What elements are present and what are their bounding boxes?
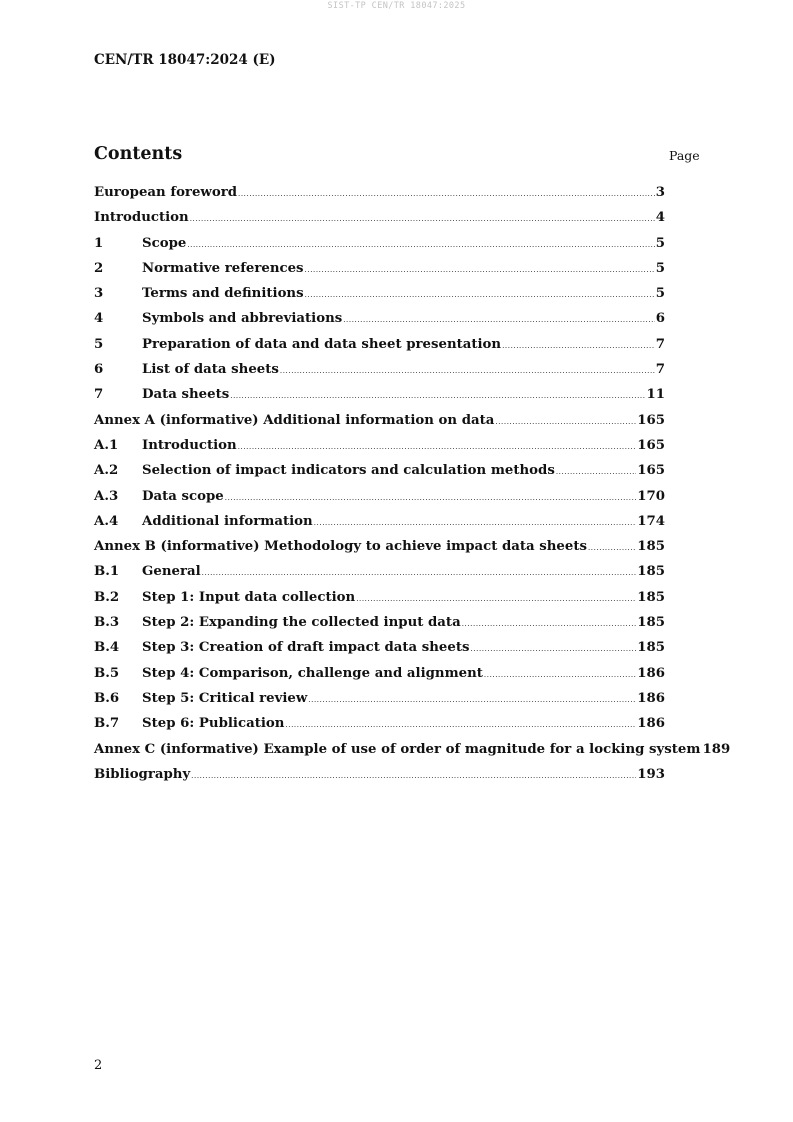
toc-entry[interactable] — [94, 691, 665, 716]
toc-entry-page: 11 — [646, 387, 665, 403]
toc-entry-page: 165 — [637, 463, 665, 479]
toc-dot-leader — [484, 671, 636, 679]
toc-dot-leader — [238, 443, 637, 451]
toc-entry-number: B.3 — [94, 615, 120, 631]
toc-entry-number: 7 — [94, 387, 104, 403]
toc-entry[interactable] — [94, 337, 665, 362]
toc-entry-label: Introduction — [142, 437, 237, 453]
toc-entry[interactable] — [94, 615, 665, 640]
toc-entry-number: B.4 — [94, 640, 120, 656]
toc-dot-leader — [502, 342, 655, 350]
toc-entry-label: Symbols and abbreviations — [142, 311, 343, 327]
toc-entry-label: Additional information — [142, 513, 313, 529]
toc-entry-page: 185 — [637, 589, 665, 605]
toc-entry[interactable] — [94, 514, 665, 539]
toc-entry[interactable] — [94, 767, 665, 792]
toc-dot-leader — [314, 519, 637, 527]
toc-entry-page: 185 — [637, 615, 665, 631]
toc-entry[interactable] — [94, 716, 665, 741]
toc-entry[interactable] — [94, 438, 665, 463]
toc-entry-label: Step 5: Critical review — [142, 690, 308, 706]
toc-entry[interactable] — [94, 463, 665, 488]
toc-entry-number: B.1 — [94, 564, 120, 580]
toc-entry-page: 170 — [637, 488, 665, 504]
toc-dot-leader — [556, 468, 636, 476]
page-column-header: Page — [669, 148, 700, 163]
toc-entry-page: 6 — [655, 311, 665, 327]
toc-entry-label: Normative references — [142, 260, 304, 276]
toc-entry-number: A.4 — [94, 513, 119, 529]
toc-entry-label: Annex A (informative) Additional information on data — [94, 412, 495, 428]
toc-entry-page: 165 — [637, 412, 665, 428]
toc-entry-page: 4 — [655, 210, 665, 226]
toc-entry-label: Step 3: Creation of draft impact data sheets — [142, 640, 470, 656]
toc-entry-number: 5 — [94, 336, 104, 352]
toc-entry-number: 4 — [94, 311, 104, 327]
toc-dot-leader — [202, 569, 637, 577]
toc-entry-page: 185 — [637, 564, 665, 580]
toc-entry-page: 3 — [655, 185, 665, 200]
toc-entry-label: Preparation of data and data sheet presentation — [142, 336, 502, 352]
toc-dot-leader — [588, 544, 636, 552]
toc-dot-leader — [305, 266, 655, 274]
toc-entry-label: European foreword — [94, 185, 238, 200]
page-number: 2 — [94, 1058, 103, 1073]
toc-entry-label: Annex B (informative) Methodology to achieve impact data sheets — [94, 539, 587, 555]
toc-entry-number: 1 — [94, 235, 104, 251]
toc-entry-label: Data scope — [142, 488, 224, 504]
document-id: CEN/TR 18047:2024 (E) — [94, 52, 276, 68]
toc-entry-number: B.6 — [94, 690, 120, 706]
toc-entry-label: Step 6: Publication — [142, 716, 285, 732]
toc-entry[interactable] — [94, 590, 665, 615]
toc-dot-leader — [230, 392, 645, 400]
toc-dot-leader — [238, 190, 655, 198]
toc-entry-label: Bibliography — [94, 766, 191, 782]
toc-entry-page: 174 — [637, 513, 665, 529]
toc-entry-page: 165 — [637, 437, 665, 453]
toc-dot-leader — [191, 772, 636, 780]
toc-entry[interactable] — [94, 185, 665, 210]
toc-entry-page: 5 — [655, 235, 665, 251]
toc-entry-label: Terms and definitions — [142, 286, 304, 302]
toc-entry[interactable] — [94, 210, 665, 235]
toc-dot-leader — [190, 215, 655, 223]
toc-entry[interactable] — [94, 666, 665, 691]
toc-entry[interactable] — [94, 261, 665, 286]
toc-entry[interactable] — [94, 236, 665, 261]
toc-entry[interactable] — [94, 564, 665, 589]
toc-dot-leader — [280, 367, 655, 375]
toc-entry[interactable] — [94, 362, 665, 387]
toc-entry-page: 193 — [637, 766, 665, 782]
toc-dot-leader — [495, 418, 636, 426]
toc-entry[interactable] — [94, 640, 665, 665]
toc-dot-leader — [305, 291, 655, 299]
toc-entry-page: 185 — [637, 640, 665, 656]
toc-dot-leader — [225, 494, 636, 502]
toc-dot-leader — [470, 645, 636, 653]
toc-entry-label: Introduction — [94, 210, 189, 226]
toc-entry[interactable] — [94, 286, 665, 311]
toc-entry-page: 7 — [655, 362, 665, 378]
toc-dot-leader — [308, 696, 636, 704]
toc-entry-label: Step 1: Input data collection — [142, 589, 356, 605]
toc-dot-leader — [462, 620, 637, 628]
toc-entry-label: Step 2: Expanding the collected input data — [142, 615, 461, 631]
toc-entry[interactable] — [94, 741, 731, 767]
toc-entry-label: Scope — [142, 235, 187, 251]
toc-entry-number: 6 — [94, 362, 104, 378]
toc-dot-leader — [343, 316, 655, 324]
toc-entry-page: 186 — [637, 690, 665, 706]
toc-entry[interactable] — [94, 413, 665, 438]
contents-title: Contents — [94, 144, 183, 164]
toc-entry[interactable] — [94, 387, 665, 412]
toc-entry[interactable] — [94, 489, 665, 514]
toc-entry-label: Step 4: Comparison, challenge and alignment — [142, 665, 483, 681]
toc-entry-number: B.5 — [94, 665, 120, 681]
toc-entry-number: B.7 — [94, 716, 120, 732]
toc-dot-leader — [356, 595, 636, 603]
toc-entry-number: A.1 — [94, 437, 119, 453]
toc-entry-label: Data sheets — [142, 387, 230, 403]
toc-entry-page: 5 — [655, 286, 665, 302]
toc-entry[interactable] — [94, 539, 665, 564]
toc-dot-leader — [187, 241, 654, 249]
toc-entry-page: 186 — [637, 665, 665, 681]
toc-entry[interactable] — [94, 311, 665, 336]
toc-entry-label: Annex C (informative) Example of use of order of magnitude for a locking system — [94, 741, 701, 757]
toc-entry-number: A.3 — [94, 488, 119, 504]
toc-entry-number: 2 — [94, 260, 104, 276]
toc-entry-page: 186 — [637, 716, 665, 732]
table-of-contents — [94, 185, 731, 792]
toc-entry-page: 5 — [655, 260, 665, 276]
watermark: SIST-TP CEN/TR 18047:2025 — [327, 1, 466, 11]
toc-entry-label: General — [142, 564, 201, 580]
toc-entry-page: 7 — [655, 336, 665, 352]
toc-dot-leader — [285, 721, 636, 729]
toc-entry-label: Selection of impact indicators and calculation methods — [142, 463, 555, 479]
toc-entry-number: A.2 — [94, 463, 119, 479]
toc-entry-page: 185 — [637, 539, 665, 555]
toc-entry-page: 189 — [702, 741, 731, 757]
toc-entry-label: List of data sheets — [142, 362, 279, 378]
toc-entry-number: B.2 — [94, 589, 120, 605]
toc-entry-number: 3 — [94, 286, 104, 302]
